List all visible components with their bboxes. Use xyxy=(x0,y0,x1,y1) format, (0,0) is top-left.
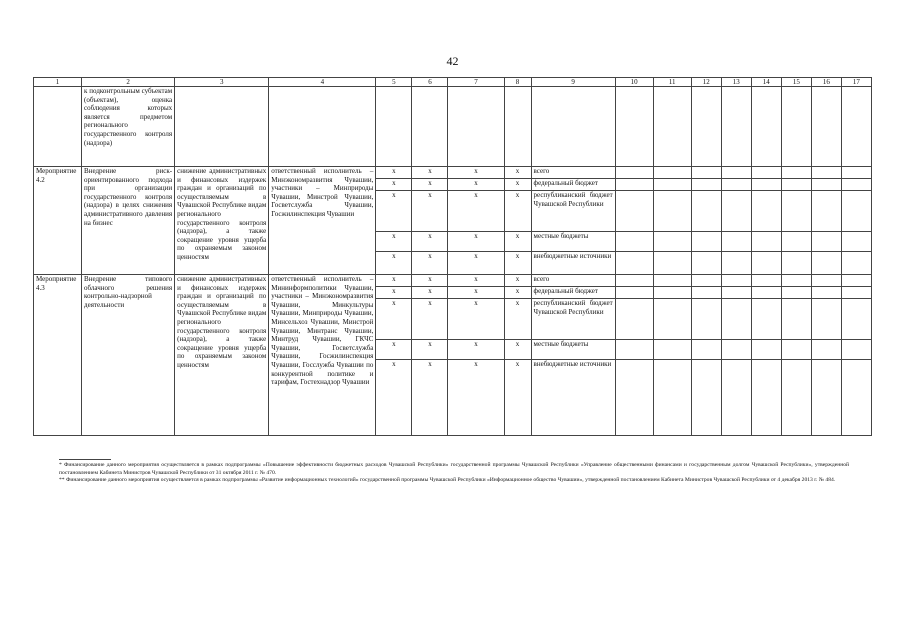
column-header-17: 17 xyxy=(841,78,871,87)
value-cell xyxy=(781,340,811,360)
cell xyxy=(615,87,653,167)
activity-name: Внедрение риск-ориентированного подхода при организации государственного контроля (надзора) в целях снижения административного давления на бизнес xyxy=(82,167,175,275)
value-cell xyxy=(811,299,841,340)
cell xyxy=(531,87,615,167)
value-cell xyxy=(721,252,751,275)
value-cell xyxy=(615,340,653,360)
cell xyxy=(721,87,751,167)
value-cell xyxy=(781,191,811,232)
cell xyxy=(751,87,781,167)
value-cell xyxy=(691,252,721,275)
value-cell xyxy=(781,252,811,275)
cell xyxy=(376,87,412,167)
code-cell: х xyxy=(448,179,504,191)
code-cell: х xyxy=(448,287,504,299)
code-cell: х xyxy=(376,191,412,232)
code-cell: х xyxy=(448,167,504,179)
value-cell xyxy=(615,360,653,436)
value-cell xyxy=(615,167,653,179)
funding-source: внебюджетные источники xyxy=(531,360,615,436)
code-cell: х xyxy=(504,167,531,179)
value-cell xyxy=(811,232,841,252)
value-cell xyxy=(721,191,751,232)
page-number: 42 xyxy=(446,54,459,68)
code-cell: х xyxy=(448,232,504,252)
value-cell xyxy=(691,299,721,340)
value-cell xyxy=(721,340,751,360)
footnotes xyxy=(59,459,849,485)
value-cell xyxy=(721,275,751,287)
code-cell: х xyxy=(504,179,531,191)
code-cell: х xyxy=(412,299,448,340)
code-cell: х xyxy=(448,340,504,360)
value-cell xyxy=(781,287,811,299)
funding-source: федеральный бюджет xyxy=(531,287,615,299)
value-cell xyxy=(691,360,721,436)
code-cell: х xyxy=(376,275,412,287)
column-header-11: 11 xyxy=(653,78,691,87)
value-cell xyxy=(841,167,871,179)
activity-executors: ответственный исполнитель – Мининформполитики Чувашии, участники – Минэкономразвития Чувашии, Минкультуры Чувашии, Минприроды Чувашии, Минсельхоз Чувашии, Минстрой Чувашии, Минтранс Чувашии, Минтруд Чувашии, ГКЧС Чувашии, Госветслужба Чувашии, Госжилинспекция Чувашии, Госслужба Чувашии по конкурентной политике и тарифам, Гостехнадзор Чувашии xyxy=(269,275,376,436)
value-cell xyxy=(841,252,871,275)
value-cell xyxy=(751,179,781,191)
value-cell xyxy=(751,287,781,299)
value-cell xyxy=(653,167,691,179)
code-cell: х xyxy=(504,232,531,252)
value-cell xyxy=(653,179,691,191)
value-cell xyxy=(811,275,841,287)
code-cell: х xyxy=(376,340,412,360)
value-cell xyxy=(841,360,871,436)
value-cell xyxy=(751,232,781,252)
column-header-6: 6 xyxy=(412,78,448,87)
column-header-7: 7 xyxy=(448,78,504,87)
value-cell xyxy=(781,275,811,287)
value-cell xyxy=(615,275,653,287)
value-cell xyxy=(721,299,751,340)
column-header-9: 9 xyxy=(531,78,615,87)
value-cell xyxy=(781,360,811,436)
column-header-1: 1 xyxy=(34,78,82,87)
code-cell: х xyxy=(412,167,448,179)
value-cell xyxy=(841,191,871,232)
code-cell: х xyxy=(448,299,504,340)
value-cell xyxy=(653,275,691,287)
value-cell xyxy=(653,360,691,436)
value-cell xyxy=(751,252,781,275)
code-cell: х xyxy=(504,191,531,232)
value-cell xyxy=(615,287,653,299)
value-cell xyxy=(691,191,721,232)
value-cell xyxy=(615,252,653,275)
code-cell: х xyxy=(376,287,412,299)
code-cell: х xyxy=(504,340,531,360)
footnote-1: * Финансирование данного мероприятия осуществляется в рамках подпрограммы «Повышение эффективности бюджетных расходов Чувашской Республики» государственной программы Чувашской Республики «Управление общественными финансами и государственным долгом Чувашской Республики», утвержденной постановлением Кабинета Министров Чувашской Республики от 31 октября 2011 г. № 470. xyxy=(59,462,849,476)
value-cell xyxy=(653,299,691,340)
activity-executors: ответственный исполнитель – Минэкономразвития Чувашии, участники – Минприроды Чувашии, Минстрой Чувашии, Госветслужба Чувашии, Госжилинспекция Чувашии xyxy=(269,167,376,275)
value-cell xyxy=(691,275,721,287)
value-cell xyxy=(841,179,871,191)
code-cell: х xyxy=(504,299,531,340)
column-header-3: 3 xyxy=(175,78,269,87)
cell xyxy=(175,87,269,167)
cell xyxy=(504,87,531,167)
cell xyxy=(781,87,811,167)
funding-source: республиканский бюджет Чувашской Республики xyxy=(531,299,615,340)
value-cell xyxy=(811,360,841,436)
header-row xyxy=(34,78,872,87)
code-cell: х xyxy=(448,252,504,275)
value-cell xyxy=(751,299,781,340)
value-cell xyxy=(811,191,841,232)
code-cell: х xyxy=(412,340,448,360)
value-cell xyxy=(653,287,691,299)
code-cell: х xyxy=(412,252,448,275)
column-header-13: 13 xyxy=(721,78,751,87)
value-cell xyxy=(781,179,811,191)
code-cell: х xyxy=(448,360,504,436)
value-cell xyxy=(691,340,721,360)
code-cell: х xyxy=(504,275,531,287)
column-header-16: 16 xyxy=(811,78,841,87)
value-cell xyxy=(615,232,653,252)
value-cell xyxy=(781,167,811,179)
activity-number: Мероприятие 4.2 xyxy=(34,167,82,275)
continuation-row xyxy=(34,87,872,167)
value-cell xyxy=(811,287,841,299)
funding-source: местные бюджеты xyxy=(531,232,615,252)
code-cell: х xyxy=(376,232,412,252)
code-cell: х xyxy=(504,287,531,299)
value-cell xyxy=(691,232,721,252)
value-cell xyxy=(615,179,653,191)
program-table xyxy=(33,77,872,436)
continuation-text: к подконтрольным субъектам (объектам), оценка соблюдения которых является предметом регионального государственного контроля (надзора) xyxy=(82,87,175,167)
value-cell xyxy=(751,191,781,232)
code-cell: х xyxy=(412,360,448,436)
column-header-8: 8 xyxy=(504,78,531,87)
value-cell xyxy=(653,232,691,252)
value-cell xyxy=(811,167,841,179)
activity-result: снижение административных и финансовых издержек граждан и организаций по осуществляемым в Чувашской Республике видам регионального государственного контроля (надзора), а также сокращение уровня ущерба по охраняемым законом ценностям xyxy=(175,167,269,275)
footnote-rule xyxy=(59,459,111,460)
code-cell: х xyxy=(448,275,504,287)
cell xyxy=(269,87,376,167)
cell xyxy=(448,87,504,167)
value-cell xyxy=(615,299,653,340)
value-cell xyxy=(691,287,721,299)
activity-number: Мероприятие 4.3 xyxy=(34,275,82,436)
funding-source: республиканский бюджет Чувашской Республики xyxy=(531,191,615,232)
cell xyxy=(811,87,841,167)
value-cell xyxy=(841,340,871,360)
value-cell xyxy=(615,191,653,232)
value-cell xyxy=(721,179,751,191)
value-cell xyxy=(691,179,721,191)
code-cell: х xyxy=(376,252,412,275)
value-cell xyxy=(811,340,841,360)
code-cell: х xyxy=(504,360,531,436)
funding-source: всего xyxy=(531,167,615,179)
value-cell xyxy=(781,299,811,340)
value-cell xyxy=(751,340,781,360)
code-cell: х xyxy=(412,191,448,232)
code-cell: х xyxy=(448,191,504,232)
column-header-4: 4 xyxy=(269,78,376,87)
value-cell xyxy=(841,232,871,252)
column-header-5: 5 xyxy=(376,78,412,87)
activity-row xyxy=(34,167,872,179)
value-cell xyxy=(811,252,841,275)
code-cell: х xyxy=(376,360,412,436)
funding-source: всего xyxy=(531,275,615,287)
value-cell xyxy=(721,287,751,299)
column-header-14: 14 xyxy=(751,78,781,87)
value-cell xyxy=(811,179,841,191)
cell xyxy=(412,87,448,167)
column-header-12: 12 xyxy=(691,78,721,87)
cell xyxy=(653,87,691,167)
code-cell: х xyxy=(504,252,531,275)
activity-row xyxy=(34,275,872,287)
value-cell xyxy=(653,252,691,275)
column-header-10: 10 xyxy=(615,78,653,87)
cell xyxy=(691,87,721,167)
funding-source: внебюджетные источники xyxy=(531,252,615,275)
value-cell xyxy=(751,360,781,436)
cell xyxy=(34,87,82,167)
code-cell: х xyxy=(376,167,412,179)
value-cell xyxy=(653,340,691,360)
value-cell xyxy=(653,191,691,232)
footnote-2: ** Финансирование данного мероприятия осуществляется в рамках подпрограммы «Развитие информационных технологий» государственной программы Чувашской Республики «Информационное общество Чувашии», утвержденной постановлением Кабинета Министров Чувашской Республики от 4 декабря 2013 г. № 484. xyxy=(59,477,836,484)
value-cell xyxy=(751,275,781,287)
code-cell: х xyxy=(412,287,448,299)
value-cell xyxy=(841,287,871,299)
value-cell xyxy=(841,299,871,340)
code-cell: х xyxy=(412,179,448,191)
code-cell: х xyxy=(412,275,448,287)
funding-source: федеральный бюджет xyxy=(531,179,615,191)
value-cell xyxy=(781,232,811,252)
code-cell: х xyxy=(412,232,448,252)
code-cell: х xyxy=(376,299,412,340)
activity-name: Внедрение типового облачного решения контрольно-надзорной деятельности xyxy=(82,275,175,436)
activity-result: снижение административных и финансовых издержек граждан и организаций по осуществляемым в Чувашской Республике видам регионального государственного контроля (надзора), а также сокращение уровня ущерба по охраняемым законом ценностям xyxy=(175,275,269,436)
value-cell xyxy=(751,167,781,179)
column-header-2: 2 xyxy=(82,78,175,87)
funding-source: местные бюджеты xyxy=(531,340,615,360)
value-cell xyxy=(721,232,751,252)
value-cell xyxy=(841,275,871,287)
code-cell: х xyxy=(376,179,412,191)
value-cell xyxy=(691,167,721,179)
cell xyxy=(841,87,871,167)
value-cell xyxy=(721,167,751,179)
column-header-15: 15 xyxy=(781,78,811,87)
value-cell xyxy=(721,360,751,436)
